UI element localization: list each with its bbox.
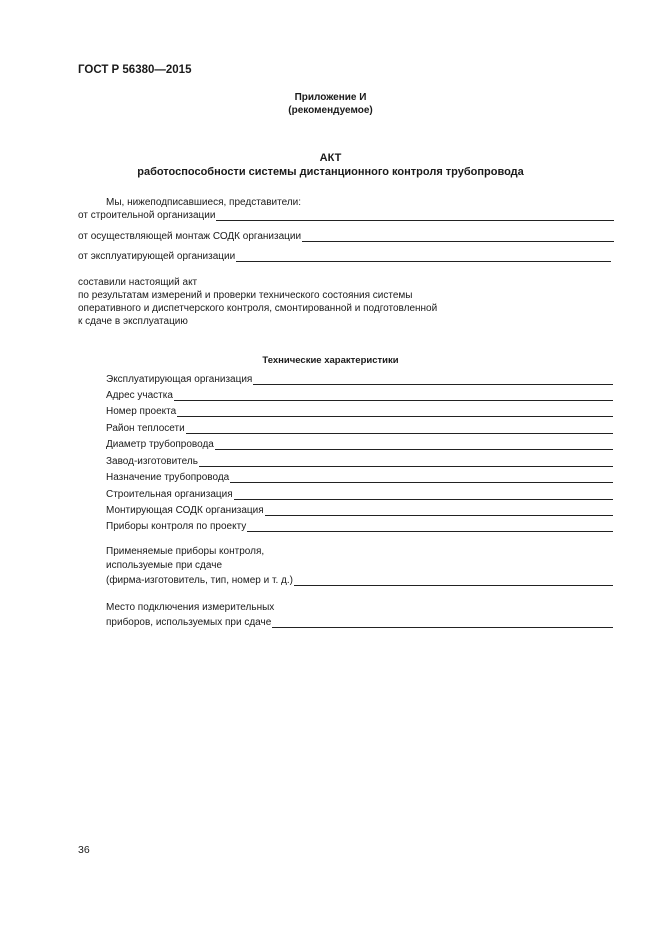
tech-field-label: Номер проекта [106, 406, 177, 417]
devices-label-line2: используемые при сдаче [106, 560, 223, 571]
tech-field-label: Адрес участка [106, 390, 173, 401]
devices-label-line1: Применяемые приборы контроля, [106, 546, 265, 557]
tech-field[interactable] [106, 470, 613, 483]
tech-heading: Технические характеристики [262, 355, 399, 366]
blank-field[interactable] [177, 407, 613, 417]
blank-field[interactable] [216, 211, 614, 221]
tech-field-label: Диаметр трубопровода [106, 439, 214, 450]
tech-field[interactable] [106, 503, 613, 516]
blank-field[interactable] [236, 252, 611, 262]
tech-field[interactable] [106, 487, 613, 500]
standard-number: ГОСТ Р 56380—2015 [78, 64, 192, 76]
compiled-line: составили настоящий акт [78, 277, 198, 288]
tech-field-label: Строительная организация [106, 489, 233, 500]
blank-field[interactable] [215, 440, 613, 450]
intro-lead: Мы, нижеподписавшиеся, представители: [106, 197, 302, 208]
tech-field-label: Назначение трубопровода [106, 472, 230, 483]
blank-field[interactable] [272, 618, 613, 628]
tech-field[interactable] [106, 454, 613, 467]
appendix-subtitle: (рекомендуемое) [288, 105, 373, 116]
devices-label-line3: (фирма-изготовитель, тип, номер и т. д.) [106, 575, 293, 586]
representative-label: от эксплуатирующей организации [78, 251, 236, 262]
page-number: 36 [78, 844, 90, 856]
tech-field-label: Приборы контроля по проекту [106, 521, 247, 532]
blank-field[interactable] [186, 424, 613, 434]
blank-field[interactable] [247, 522, 613, 532]
tech-field[interactable] [106, 437, 613, 450]
tech-field[interactable] [106, 372, 613, 385]
connection-label-line2: приборов, используемых при сдаче [106, 617, 272, 628]
tech-field[interactable] [106, 421, 613, 434]
blank-field[interactable] [199, 457, 613, 467]
representative-label: от строительной организации [78, 210, 216, 221]
tech-field[interactable] [106, 388, 613, 401]
representative-line[interactable] [78, 229, 614, 242]
tech-field[interactable] [106, 519, 613, 532]
tech-field-label: Монтирующая СОДК организация [106, 505, 264, 516]
blank-field[interactable] [265, 506, 613, 516]
appendix-title: Приложение И [294, 92, 367, 103]
tech-field-label: Район теплосети [106, 423, 185, 434]
blank-field[interactable] [294, 576, 613, 586]
connection-field[interactable] [106, 615, 613, 628]
act-title: АКТ [319, 152, 342, 164]
tech-field[interactable] [106, 404, 613, 417]
devices-field[interactable] [106, 573, 613, 586]
compiled-line: к сдаче в эксплуатацию [78, 316, 188, 327]
tech-field-label: Эксплуатирующая организация [106, 374, 253, 385]
compiled-line: оперативного и диспетчерского контроля, смонтированной и подготовленной [78, 303, 438, 314]
representative-line[interactable] [78, 249, 611, 262]
blank-field[interactable] [234, 490, 613, 500]
blank-field[interactable] [253, 375, 613, 385]
blank-field[interactable] [302, 232, 614, 242]
tech-field-label: Завод-изготовитель [106, 456, 198, 467]
act-subtitle: работоспособности системы дистанционного контроля трубопровода [137, 166, 524, 178]
blank-field[interactable] [174, 391, 613, 401]
compiled-line: по результатам измерений и проверки технического состояния системы [78, 290, 413, 301]
representative-line[interactable] [78, 208, 614, 221]
representative-label: от осуществляющей монтаж СОДК организации [78, 231, 302, 242]
connection-label-line1: Место подключения измерительных [106, 602, 275, 613]
blank-field[interactable] [230, 473, 613, 483]
